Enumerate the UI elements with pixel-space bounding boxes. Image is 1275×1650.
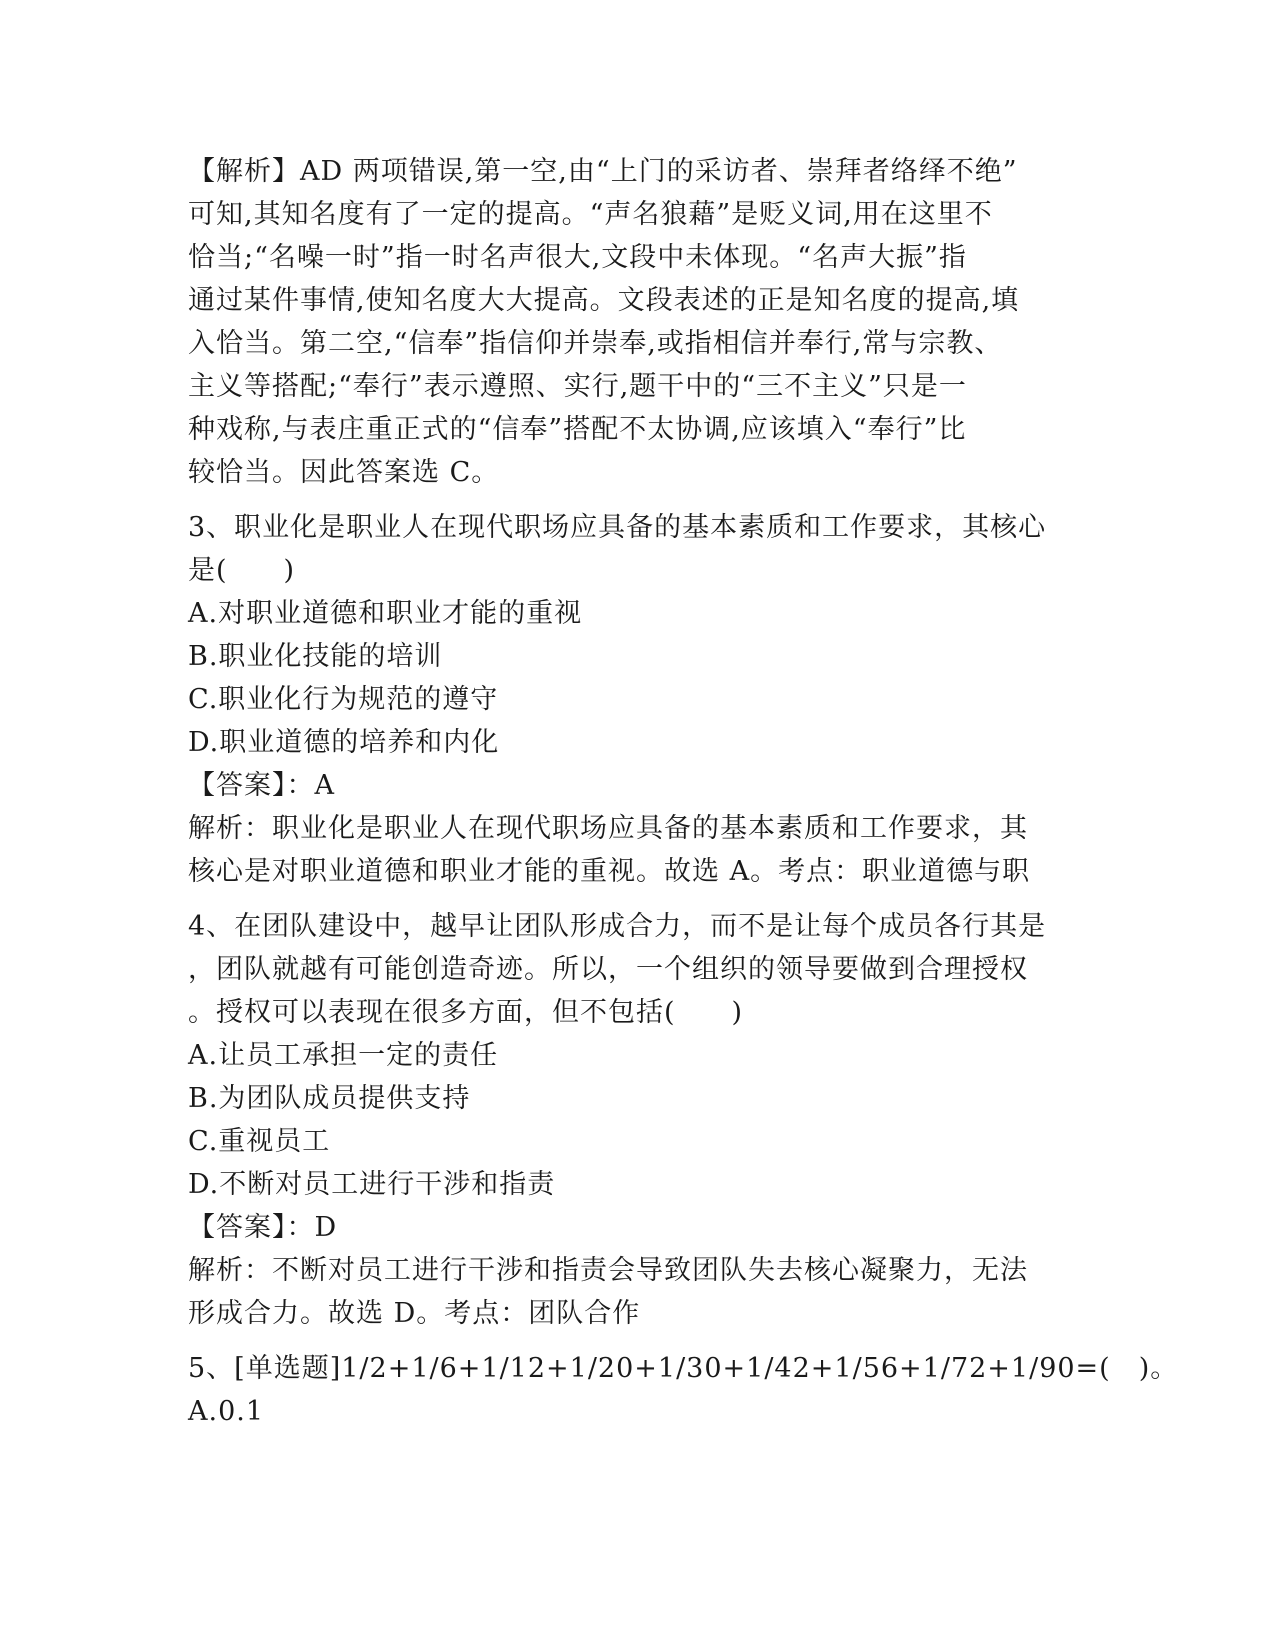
analysis-line: 【解析】AD 两项错误,第一空,由“上门的采访者、崇拜者络绎不绝” xyxy=(188,156,1018,187)
option-a: A.让员工承担一定的责任 xyxy=(188,1040,499,1071)
analysis-line: 形成合力。故选 D。考点：团队合作 xyxy=(188,1298,641,1329)
question-3 xyxy=(188,506,1088,893)
option-d: D.不断对员工进行干涉和指责 xyxy=(188,1169,556,1200)
analysis-line: 较恰当。因此答案选 C。 xyxy=(188,457,500,488)
question-stem-line: 5、[单选题]1/2+1/6+1/12+1/20+1/30+1/42+1/56+1/72+1/90=( )。 xyxy=(188,1353,1179,1384)
analysis-line: 通过某件事情,使知名度大大提高。文段表述的正是知名度的提高,填 xyxy=(188,285,1020,316)
option-d: D.职业道德的培养和内化 xyxy=(188,727,500,758)
analysis-line: 可知,其知名度有了一定的提高。“声名狼藉”是贬义词,用在这里不 xyxy=(188,199,993,230)
option-a: A.0.1 xyxy=(188,1396,265,1427)
document-page xyxy=(188,150,1179,1433)
question-stem-line: 4、在团队建设中，越早让团队形成合力，而不是让每个成员各行其是 xyxy=(188,911,1047,942)
option-a: A.对职业道德和职业才能的重视 xyxy=(188,598,583,629)
question-4 xyxy=(188,905,1088,1335)
analysis-line: 解析：不断对员工进行干涉和指责会导致团队失去核心凝聚力，无法 xyxy=(188,1255,1028,1286)
option-c: C.重视员工 xyxy=(188,1126,331,1157)
analysis-line: 恰当;“名噪一时”指一时名声很大,文段中未体现。“名声大振”指 xyxy=(188,242,967,273)
answer: 【答案】：A xyxy=(188,770,335,801)
question-5 xyxy=(188,1347,1179,1433)
analysis-line: 种戏称,与表庄重正式的“信奉”搭配不太协调,应该填入“奉行”比 xyxy=(188,414,967,445)
analysis-line: 解析：职业化是职业人在现代职场应具备的基本素质和工作要求，其 xyxy=(188,813,1028,844)
answer: 【答案】：D xyxy=(188,1212,338,1243)
prev-analysis xyxy=(188,150,1088,494)
option-c: C.职业化行为规范的遵守 xyxy=(188,684,499,715)
analysis-line: 核心是对职业道德和职业才能的重视。故选 A。考点：职业道德与职 xyxy=(188,856,1031,887)
analysis-line: 主义等搭配;“奉行”表示遵照、实行,题干中的“三不主义”只是一 xyxy=(188,371,967,402)
option-b: B.为团队成员提供支持 xyxy=(188,1083,471,1114)
question-stem-line: 是( ) xyxy=(188,555,296,586)
analysis-line: 入恰当。第二空,“信奉”指信仰并崇奉,或指相信并奉行,常与宗教、 xyxy=(188,328,1003,359)
question-stem-line: 。授权可以表现在很多方面，但不包括( ) xyxy=(188,997,744,1028)
option-b: B.职业化技能的培训 xyxy=(188,641,443,672)
question-stem-line: 3、职业化是职业人在现代职场应具备的基本素质和工作要求，其核心 xyxy=(188,512,1047,543)
question-stem-line: ，团队就越有可能创造奇迹。所以，一个组织的领导要做到合理授权 xyxy=(188,954,1028,985)
